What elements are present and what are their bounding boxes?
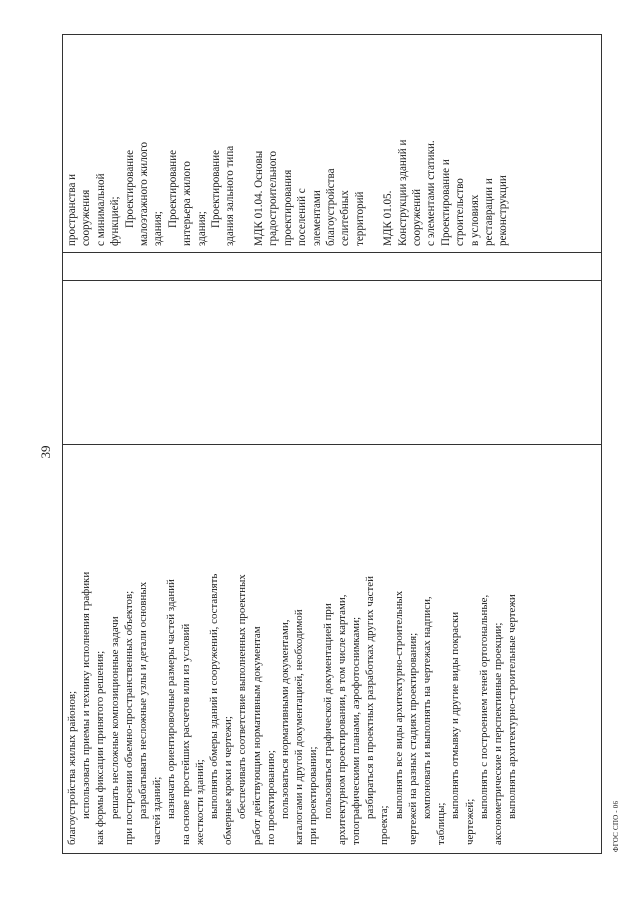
module-text-gap <box>238 37 252 246</box>
skills-text-line: использовать приемы и технику исполнения графики <box>80 571 93 819</box>
skills-text-line: выполнять все виды архитектурно-строительных <box>392 590 405 819</box>
skills-text-line: при построении объемно-пространственных объектов; <box>122 590 135 845</box>
skills-column <box>63 445 601 853</box>
module-text-line: МДК 01.04. Основы <box>252 150 265 246</box>
skills-text-line: архитектурном проектировании, в том числе картами, <box>335 594 348 845</box>
skills-text-line: разрабатывать несложные узлы и детали основных <box>137 581 150 819</box>
module-text-line: градостроительного <box>267 150 280 246</box>
skills-cell <box>63 445 520 853</box>
hours-column <box>63 281 601 445</box>
skills-text-line: выполнять с построением теней ортогональные, <box>477 594 490 819</box>
skills-text-line: обмерные кроки и чертежи; <box>222 716 235 845</box>
skills-text-line: выполнять обмеры зданий и сооружений, составлять <box>208 573 221 819</box>
skills-text-line: как формы фиксации принятого решения; <box>94 650 107 845</box>
skills-text-line: таблицы; <box>435 802 448 845</box>
module-text-line: здания; <box>152 211 165 246</box>
module-text-line: территорий <box>353 191 366 246</box>
skills-text-line: решать несложные композиционные задачи <box>108 616 121 819</box>
rotated-page <box>30 12 620 892</box>
requirements-table <box>62 34 602 854</box>
module-text-line: Проектирование <box>123 149 136 228</box>
module-text-line: Проектирование <box>210 149 223 228</box>
module-text-line: малоэтажного жилого <box>138 141 151 246</box>
module-text-line: пространства и <box>66 173 78 246</box>
skills-text-line: пользоваться графической документацией при <box>321 603 334 819</box>
module-text-line: сооружения <box>80 189 93 246</box>
module-text-line: элементами <box>310 190 323 246</box>
skills-text-line: разбираться в проектных разработках других частей <box>364 576 377 819</box>
skills-text-line: каталогами и другой документацией, необходимой <box>293 609 306 845</box>
module-text-line: интерьера жилого <box>181 161 194 246</box>
page-number: 39 <box>38 445 53 459</box>
module-text-line: Конструкции зданий и <box>396 139 409 246</box>
module-text-gap <box>367 37 381 246</box>
module-text-line: проектирования <box>281 169 294 246</box>
module-text-line: функцией; <box>109 196 122 246</box>
skills-text-line: выполнять архитектурно-строительные чертежи <box>506 594 519 819</box>
skills-text-line: топографическими планами, аэрофотоснимками; <box>350 616 363 845</box>
index-column <box>63 253 601 281</box>
footer-code: ФГОС СПО - 06 <box>612 800 620 852</box>
module-text-line: Проектирование и <box>439 159 452 246</box>
skills-text-line: выполнять отмывку и другие виды покраски <box>449 611 462 819</box>
skills-text-line: по проектированию; <box>264 750 277 845</box>
module-text-line: благоустройства <box>324 168 337 246</box>
module-text-line: реставрации и <box>482 178 495 246</box>
modules-column <box>63 33 601 253</box>
skills-text-line: работ действующим нормативным документам <box>250 626 263 845</box>
module-text-line: строительство <box>454 178 467 246</box>
skills-text-line: при проектировании; <box>307 746 320 845</box>
module-text-line: в условиях <box>468 194 481 246</box>
skills-text-line: назначать ориентировочные размеры частей зданий <box>165 579 178 819</box>
modules-cell <box>63 33 511 252</box>
skills-text-line: аксонометрические и перспективные проекции; <box>492 622 505 845</box>
module-text-line: реконструкции <box>497 175 510 246</box>
skills-text-line: обеспечивать соответствие выполненных проектных <box>236 574 249 819</box>
skills-text-line: чертежей на разных стадиях проектирования; <box>406 632 419 845</box>
skills-text-line: компоновать и выполнять на чертежах надписи, <box>421 596 434 819</box>
skills-text-line: чертежей; <box>463 798 476 845</box>
module-text-line: здания зального типа <box>224 145 237 246</box>
skills-text-line: жесткости зданий; <box>193 759 206 845</box>
module-text-line: сооружений <box>410 188 423 246</box>
module-text-line: с элементами статики. <box>425 140 438 246</box>
module-text-line: МДК 01.05. <box>382 190 395 246</box>
module-text-line: здания; <box>195 211 208 246</box>
skills-text-line: пользоваться нормативными документами, <box>279 619 292 819</box>
module-text-line: с минимальной <box>94 173 107 246</box>
skills-text-line: частей зданий; <box>151 776 164 845</box>
skills-text-line: благоустройства жилых районов; <box>66 690 78 845</box>
module-text-line: селитебных <box>339 190 352 246</box>
skills-text-line: на основе простейших расчетов или из условий <box>179 623 192 845</box>
module-text-line: Проектирование <box>166 149 179 228</box>
skills-text-line: проекта; <box>378 805 391 845</box>
module-text-line: поселений с <box>296 188 309 246</box>
